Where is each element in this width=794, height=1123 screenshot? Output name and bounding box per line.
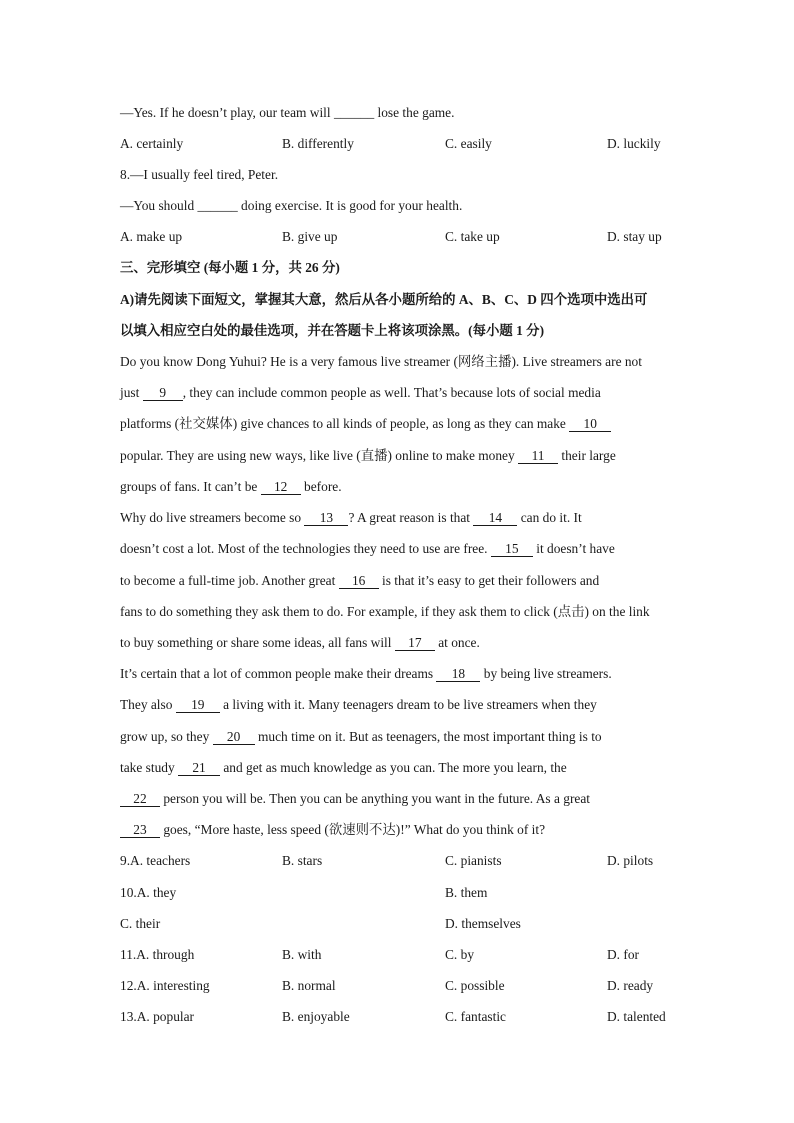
passage-line: groups of fans. It can’t be 12 before. bbox=[120, 479, 342, 494]
blank-23: 23 bbox=[120, 822, 160, 838]
q8-prompt: 8.—I usually feel tired, Peter. bbox=[120, 167, 279, 182]
answer-option: 13.A. popular bbox=[120, 1009, 195, 1024]
blank-22: 22 bbox=[120, 791, 160, 807]
passage-line: just 9 , they can include common people as well. That’s because lots of social media bbox=[120, 385, 601, 400]
answer-option: 11.A. through bbox=[120, 947, 195, 962]
passage-line: It’s certain that a lot of common people make their dreams 18 by being live streamers. bbox=[120, 666, 612, 681]
passage-line: fans to do something they ask them to do. For example, if they ask them to click (点击) on the link bbox=[120, 604, 650, 619]
answer-option: 10.A. they bbox=[120, 885, 177, 900]
passage-line: grow up, so they 20 much time on it. But as teenagers, the most important thing is to bbox=[120, 729, 602, 744]
answer-option: D. pilots bbox=[607, 853, 654, 868]
blank: ______ bbox=[333, 105, 375, 120]
passage-line: Why do live streamers become so 13 ? A great reason is that 14 can do it. It bbox=[120, 510, 582, 525]
answer-option: B. with bbox=[282, 947, 322, 962]
passage-line: Do you know Dong Yuhui? He is a very famous live streamer (网络主播). Live streamers are not bbox=[120, 354, 642, 369]
q8-option-a: A. make up bbox=[120, 229, 183, 244]
blank-19: 19 bbox=[176, 697, 220, 713]
blank-11: 11 bbox=[518, 448, 558, 464]
blank-17: 17 bbox=[395, 635, 435, 651]
answer-option: B. stars bbox=[282, 853, 323, 868]
answer-option: D. talented bbox=[607, 1009, 666, 1024]
blank-9: 9 bbox=[143, 385, 183, 401]
q8-option-c: C. take up bbox=[445, 229, 500, 244]
section-instruction-1: A)请先阅读下面短文，掌握其大意，然后从各小题所给的 A、B、C、D 四个选项中选出可 bbox=[120, 292, 648, 307]
passage-line: platforms (社交媒体) give chances to all kinds of people, as long as they can make 10 bbox=[120, 415, 611, 433]
blank-14: 14 bbox=[473, 510, 517, 526]
answer-option: C. their bbox=[120, 916, 161, 931]
q8-option-b: B. give up bbox=[282, 229, 338, 244]
passage-line: doesn’t cost a lot. Most of the technologies they need to use are free. 15 it doesn’t have bbox=[120, 541, 615, 556]
q7-option-b: B. differently bbox=[282, 136, 354, 151]
answer-option: D. themselves bbox=[445, 916, 521, 931]
answer-option: D. for bbox=[607, 947, 639, 962]
answer-option: B. them bbox=[445, 885, 488, 900]
passage-line: to become a full-time job. Another great 16 is that it’s easy to get their followers and bbox=[120, 573, 600, 588]
blank-13: 13 bbox=[304, 510, 348, 526]
answer-option: B. normal bbox=[282, 978, 336, 993]
answer-option: 12.A. interesting bbox=[120, 978, 210, 993]
passage-line: to buy something or share some ideas, all fans will 17 at once. bbox=[120, 635, 480, 650]
answer-option: C. by bbox=[445, 947, 475, 962]
section-heading: 三、完形填空 (每小题 1 分，共 26 分) bbox=[120, 260, 340, 275]
passage-line: 23 goes, “More haste, less speed (欲速则不达)!” What do you think of it? bbox=[120, 821, 545, 839]
passage-line: 22 person you will be. Then you can be anything you want in the future. As a great bbox=[120, 790, 590, 808]
answer-option: B. enjoyable bbox=[282, 1009, 350, 1024]
passage-line: popular. They are using new ways, like live (直播) online to make money 11 their large bbox=[120, 448, 616, 463]
passage-line: They also 19 a living with it. Many teenagers dream to be live streamers when they bbox=[120, 697, 597, 712]
answer-option: 9.A. teachers bbox=[120, 853, 191, 868]
q7-reply: —Yes. If he doesn’t play, our team will ______ lose the game. bbox=[120, 105, 455, 120]
answer-option: C. possible bbox=[445, 978, 505, 993]
blank-20: 20 bbox=[213, 729, 255, 745]
blank-10: 10 bbox=[569, 416, 611, 432]
blank: ______ bbox=[197, 198, 238, 213]
answer-option: D. ready bbox=[607, 978, 654, 993]
q7-option-a: A. certainly bbox=[120, 136, 184, 151]
q7-option-c: C. easily bbox=[445, 136, 492, 151]
blank-21: 21 bbox=[178, 760, 220, 776]
blank-12: 12 bbox=[261, 479, 301, 495]
blank-15: 15 bbox=[491, 541, 533, 557]
passage-line: take study 21 and get as much knowledge as you can. The more you learn, the bbox=[120, 760, 567, 775]
q7-option-d: D. luckily bbox=[607, 136, 661, 151]
q8-reply: —You should ______ doing exercise. It is good for your health. bbox=[120, 198, 463, 213]
blank-16: 16 bbox=[339, 573, 379, 589]
section-instruction-2: 以填入相应空白处的最佳选项，并在答题卡上将该项涂黑。(每小题 1 分) bbox=[120, 323, 545, 338]
q8-option-d: D. stay up bbox=[607, 229, 662, 244]
blank-18: 18 bbox=[436, 666, 480, 682]
answer-option: C. fantastic bbox=[445, 1009, 506, 1024]
answer-option: C. pianists bbox=[445, 853, 502, 868]
